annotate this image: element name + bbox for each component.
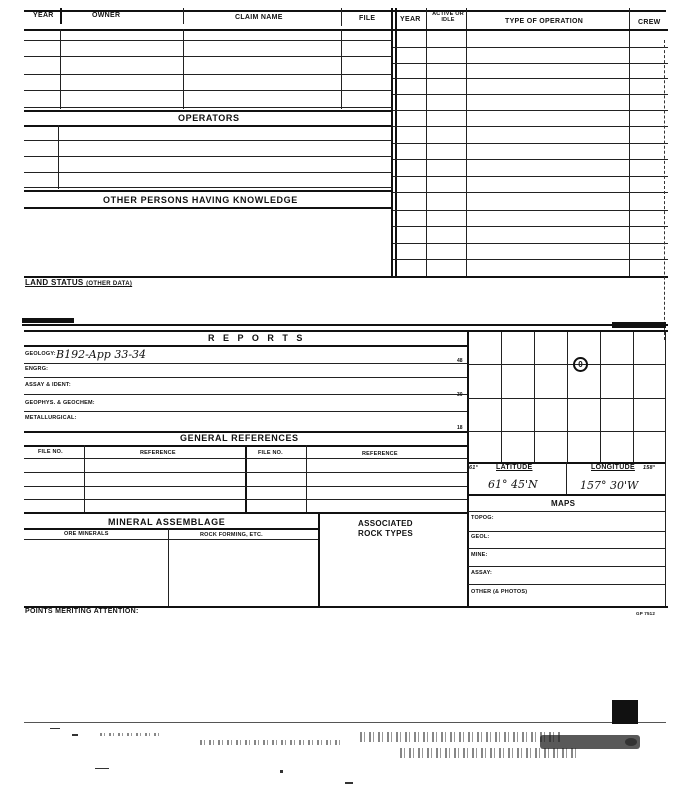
main-vertical-divider (391, 8, 393, 276)
separator-bar-left (22, 318, 74, 323)
row-line (393, 29, 668, 31)
grid-line (468, 431, 665, 432)
file-no-header-2: FILE NO. (258, 450, 283, 456)
row-line (24, 56, 392, 57)
land-status-text: LAND STATUS (25, 278, 84, 287)
row-line (393, 259, 668, 260)
active-or-idle-header: ACTIVE OR IDLE (432, 11, 464, 23)
metallurgical-label: METALLURGICAL: (25, 415, 77, 421)
row-line (24, 40, 392, 41)
row-line (393, 110, 668, 111)
maps-geol-label: GEOL: (471, 534, 490, 540)
reference-header-1: REFERENCE (140, 450, 176, 456)
divider (84, 445, 85, 512)
divider (245, 445, 247, 512)
latitude-prefix: 61° (469, 465, 478, 471)
row-line (468, 494, 665, 496)
row-line (393, 78, 668, 79)
geophys-label: GEOPHYS. & GEOCHEM: (25, 400, 95, 406)
row-line (24, 207, 392, 209)
year-header: YEAR (33, 12, 54, 19)
scan-speck (345, 782, 353, 784)
operators-title: OPERATORS (178, 113, 240, 123)
grid-location-mark: 0 (573, 357, 588, 372)
assay-label: ASSAY & IDENT: (25, 382, 71, 388)
divider (60, 8, 62, 24)
divider (566, 462, 567, 494)
divider (665, 330, 666, 606)
latitude-label: LATITUDE (496, 464, 533, 471)
maps-title: MAPS (551, 499, 576, 508)
row-line (24, 486, 468, 487)
land-status-sub: (OTHER DATA) (86, 281, 133, 287)
row-line (393, 159, 668, 160)
longitude-suffix: 158° (643, 465, 656, 471)
grid-line (600, 332, 601, 462)
divider (426, 8, 427, 276)
points-meriting-attention-label: POINTS MERITING ATTENTION: (25, 608, 139, 615)
file-header: FILE (359, 15, 376, 22)
claim-name-header: CLAIM NAME (235, 14, 283, 21)
row-line (24, 140, 392, 141)
type-of-operation-header: TYPE OF OPERATION (505, 18, 584, 25)
engrg-label: ENGRG: (25, 366, 49, 372)
grid-line (633, 332, 634, 462)
row-line (24, 528, 318, 530)
row-line (393, 143, 668, 144)
maps-topog-label: TOPOG: (471, 515, 494, 521)
scan-speck (625, 738, 637, 746)
scan-noise (360, 732, 560, 742)
right-edge (664, 40, 665, 340)
main-vertical-divider-2 (395, 8, 397, 276)
divider (466, 8, 467, 276)
row-line (24, 29, 394, 31)
scan-speck (50, 728, 60, 729)
maps-other-label: OTHER (& PHOTOS) (471, 589, 528, 595)
general-references-title: GENERAL REFERENCES (180, 433, 299, 443)
scan-noise (400, 748, 580, 758)
divider (629, 8, 630, 276)
page-number-18: 18 (457, 425, 463, 431)
year2-header: YEAR (400, 16, 421, 23)
row-line (24, 125, 392, 127)
scan-noise (100, 733, 160, 736)
page-number-30: 30 (457, 392, 463, 398)
mineral-assemblage-title: MINERAL ASSEMBLAGE (108, 517, 226, 527)
grid-line (468, 398, 665, 399)
row-line (24, 472, 468, 473)
row-line (24, 90, 392, 91)
row-line (24, 190, 392, 192)
row-line (393, 243, 668, 244)
grid-line (534, 332, 535, 462)
row-line (24, 411, 468, 412)
row-line (393, 94, 668, 95)
other-persons-title: OTHER PERSONS HAVING KNOWLEDGE (103, 195, 298, 205)
page-number-48: 48 (457, 358, 463, 364)
rock-forming-header: ROCK FORMING, ETC. (200, 532, 263, 538)
reference-header-2: REFERENCE (362, 451, 398, 457)
row-line (24, 107, 392, 108)
registration-block (612, 700, 638, 724)
row-line (468, 566, 665, 567)
row-line (24, 512, 468, 514)
row-line (24, 330, 668, 332)
row-line (24, 458, 468, 459)
file-no-header-1: FILE NO. (38, 449, 63, 455)
divider (341, 8, 342, 26)
divider (318, 512, 320, 606)
row-line (393, 47, 668, 48)
divider (60, 29, 61, 109)
row-line (393, 226, 668, 227)
row-line (468, 548, 665, 549)
row-line (24, 172, 392, 173)
latitude-value: 61° 45'N (488, 478, 538, 491)
row-line (24, 394, 468, 395)
row-line (393, 192, 668, 193)
row-line (24, 74, 392, 75)
row-line (393, 63, 668, 64)
owner-header: OWNER (92, 12, 121, 19)
divider (183, 8, 184, 24)
row-line (468, 584, 665, 585)
maps-assay-label: ASSAY: (471, 570, 493, 576)
row-line (24, 499, 468, 500)
associated-rock-types-header: ASSOCIATED ROCK TYPES (358, 519, 414, 538)
divider (341, 29, 342, 109)
row-line (24, 345, 468, 347)
scan-speck (95, 768, 109, 769)
row-line (393, 210, 668, 211)
section-separator (22, 324, 668, 326)
geology-label: GEOLOGY: (25, 351, 56, 357)
divider (183, 29, 184, 109)
maps-mine-label: MINE: (471, 552, 488, 558)
grid-line (567, 332, 568, 462)
row-line (468, 531, 665, 532)
row-line (393, 126, 668, 127)
bottom-line (24, 722, 666, 723)
row-line (24, 156, 392, 157)
grid-line (468, 364, 665, 365)
longitude-label: LONGITUDE (591, 464, 635, 471)
crew-header: CREW (638, 19, 661, 26)
scan-speck (72, 734, 78, 736)
divider (306, 445, 307, 512)
form-number: GP 7512 (636, 611, 656, 616)
land-status-label (25, 278, 132, 287)
row-line (393, 176, 668, 177)
row-line (24, 377, 468, 378)
reports-title: R E P O R T S (208, 333, 306, 343)
scan-speck (280, 770, 283, 773)
row-line (24, 187, 392, 188)
longitude-value: 157° 30'W (580, 479, 639, 492)
row-line (24, 363, 468, 364)
scan-noise (200, 740, 340, 745)
row-line (24, 539, 318, 540)
ore-minerals-header: ORE MINERALS (64, 531, 109, 537)
row-line (468, 511, 665, 512)
row-line (24, 110, 392, 112)
geology-value: B192-App 33-34 (56, 348, 147, 361)
grid-line (501, 332, 502, 462)
divider (58, 125, 59, 189)
